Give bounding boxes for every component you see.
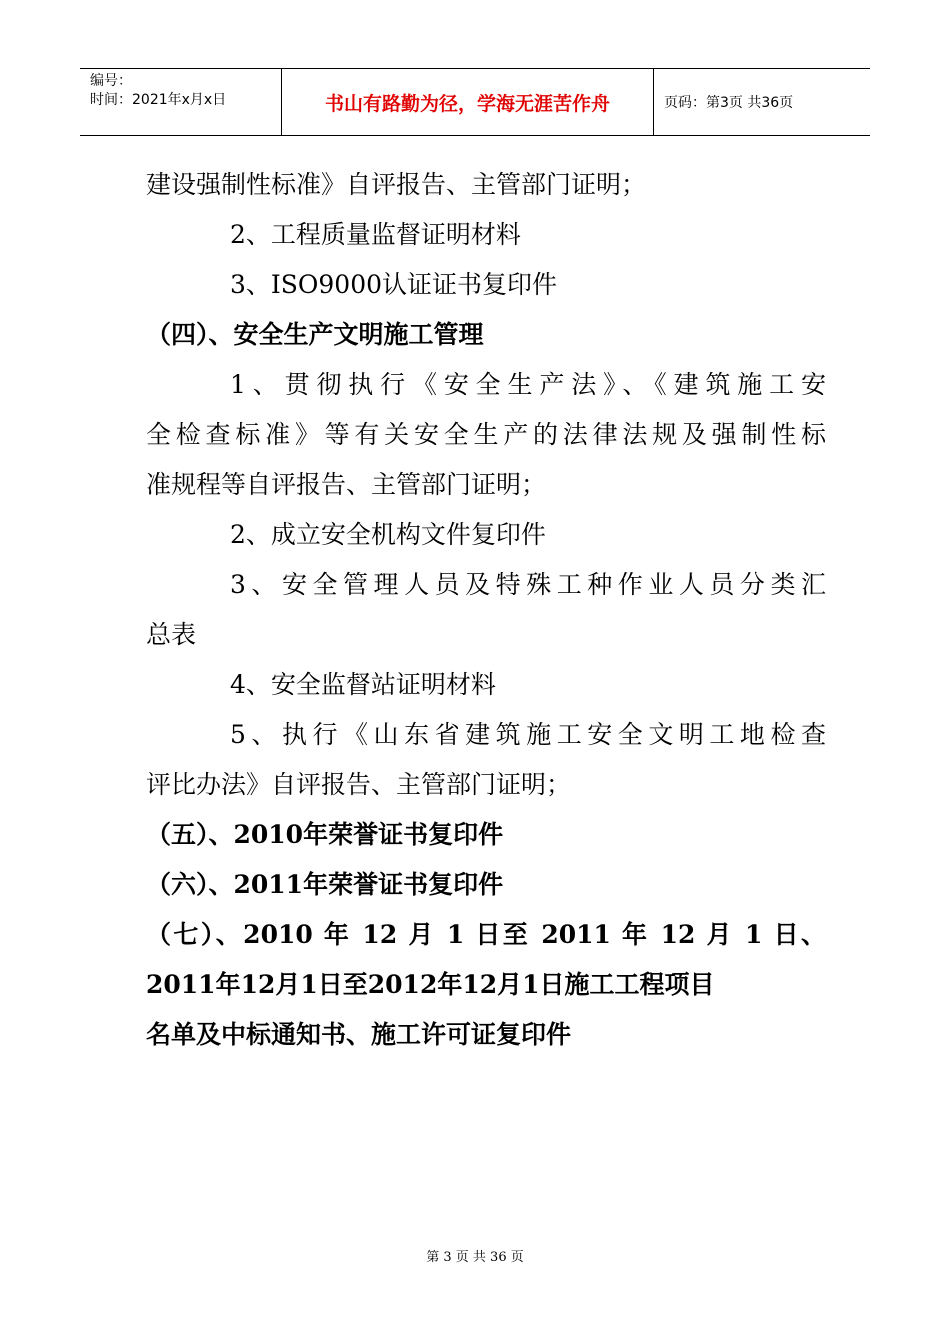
body-line: 2、成立安全机构文件复印件: [230, 520, 546, 549]
body-line: 评比办法》自评报告、主管部门证明；: [146, 770, 572, 799]
body-line: 4、安全监督站证明材料: [230, 670, 496, 699]
section-heading: （四）、安全生产文明施工管理: [146, 320, 484, 349]
body-line: 2、工程质量监督证明材料: [230, 220, 521, 249]
body-line: 全检查标准》等有关安全生产的法律法规及强制性标: [146, 420, 826, 449]
body-line: 3、安全管理人员及特殊工种作业人员分类汇: [230, 570, 826, 599]
section-heading: （六）、2011年荣誉证书复印件: [146, 870, 504, 899]
body-line: 建设强制性标准》自评报告、主管部门证明；: [146, 170, 647, 199]
header-motto: 书山有路勤为径，学海无涯苦作舟: [282, 69, 654, 135]
section-heading: （五）、2010年荣誉证书复印件: [146, 820, 504, 849]
body-line: 5、执行《山东省建筑施工安全文明工地检查: [230, 720, 826, 749]
header-page-info: 页码：第3页 共36页: [664, 95, 794, 111]
document-body: [146, 160, 826, 1060]
section-heading-continued: 名单及中标通知书、施工许可证复印件: [146, 1020, 572, 1049]
body-line: 准规程等自评报告、主管部门证明；: [146, 470, 547, 499]
body-line: 3、ISO9000认证证书复印件: [230, 270, 558, 299]
document-number-label: 编号：: [90, 73, 132, 89]
section-heading-continued: 2011年12月1日至2012年12月1日施工工程项目: [146, 970, 715, 999]
header-meta: [80, 69, 282, 135]
page-header: [80, 68, 870, 136]
body-line: 总表: [146, 620, 197, 649]
section-heading: （七）、2010 年 12 月 1 日至 2011 年 12 月 1 日、: [146, 920, 826, 949]
body-line: 1、贯彻执行《安全生产法》、《建筑施工安: [230, 370, 826, 399]
document-time-label: 时间：2021年x月x日: [90, 92, 227, 108]
page-footer: 第 3 页 共 36 页: [426, 1250, 524, 1265]
